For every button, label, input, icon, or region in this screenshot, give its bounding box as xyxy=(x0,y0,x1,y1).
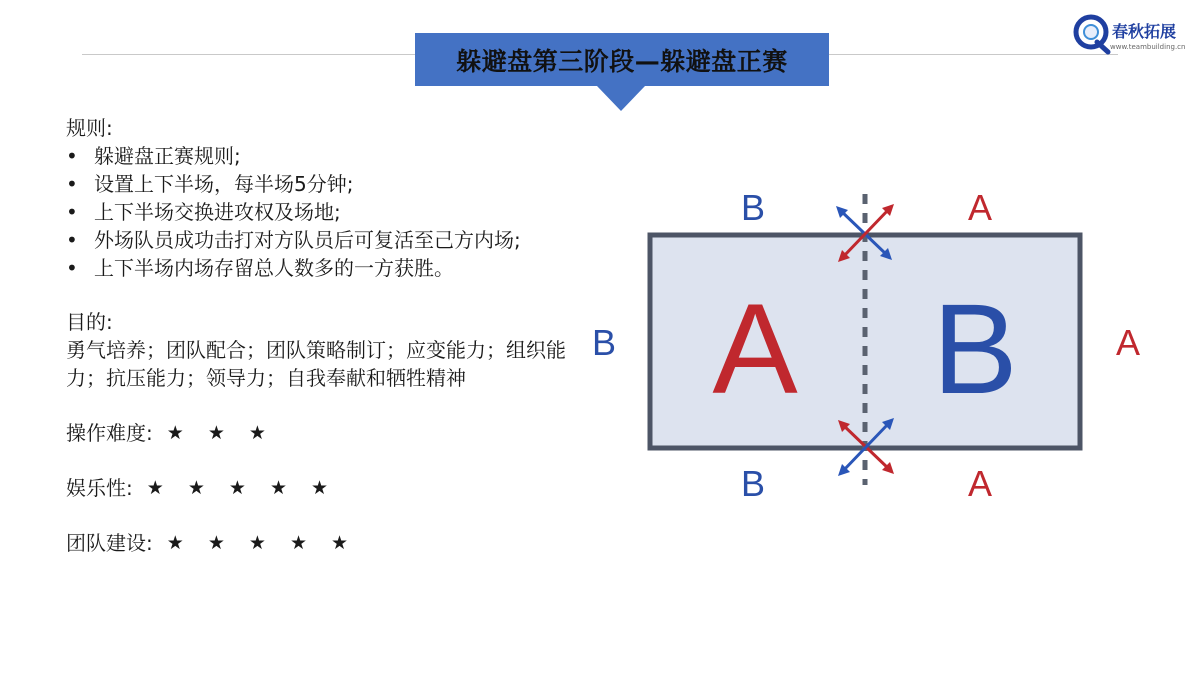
page-title: 躲避盘第三阶段—躲避盘正赛 xyxy=(456,46,788,76)
logo-q-icon xyxy=(1072,12,1112,56)
title-banner xyxy=(415,33,829,86)
rule-item: • 设置上下半场，每半场5分钟; xyxy=(66,170,586,198)
rating-team-building xyxy=(66,529,586,557)
rules-heading: 规则: xyxy=(66,116,113,140)
logo-url: www.teambuilding.cn xyxy=(1110,43,1186,51)
outer-top-right-label: A xyxy=(967,187,993,228)
star-rating: ★ ★ ★ xyxy=(166,422,275,444)
rules-list xyxy=(66,142,586,282)
spacer xyxy=(66,392,586,419)
logo-name: 春秋拓展 xyxy=(1112,22,1177,41)
outer-right-label: A xyxy=(1115,322,1141,363)
outer-bottom-left-label: B xyxy=(740,463,766,504)
court-left-label: A xyxy=(712,278,798,421)
spacer xyxy=(66,447,586,474)
outer-top-left-label: B xyxy=(740,187,766,228)
rule-item: • 上下半场内场存留总人数多的一方获胜。 xyxy=(66,254,586,282)
company-logo xyxy=(1072,10,1190,60)
star-rating: ★ ★ ★ ★ ★ xyxy=(166,532,358,554)
purpose-text: 勇气培养；团队配合；团队策略制订；应变能力；组织能力；抗压能力；领导力；自我奉献和牺牲精神 xyxy=(66,338,566,390)
spacer xyxy=(66,282,586,308)
rating-difficulty xyxy=(66,419,586,447)
title-banner-pointer xyxy=(597,86,645,111)
outer-left-label: B xyxy=(591,322,617,363)
rule-item: • 外场队员成功击打对方队员后可复活至己方内场; xyxy=(66,226,586,254)
rule-item: • 上下半场交换进攻权及场地; xyxy=(66,198,586,226)
rating-label: 团队建设: xyxy=(66,531,153,555)
court-diagram xyxy=(580,180,1180,510)
rating-label: 娱乐性: xyxy=(66,476,133,500)
outer-bottom-right-label: A xyxy=(967,463,993,504)
rating-label: 操作难度: xyxy=(66,421,153,445)
purpose-heading: 目的: xyxy=(66,310,113,334)
spacer xyxy=(66,502,586,529)
star-rating: ★ ★ ★ ★ ★ xyxy=(146,477,338,499)
rule-item: • 躲避盘正赛规则; xyxy=(66,142,586,170)
rating-entertainment xyxy=(66,474,586,502)
rules-content xyxy=(66,114,586,557)
court-right-label: B xyxy=(932,278,1018,421)
